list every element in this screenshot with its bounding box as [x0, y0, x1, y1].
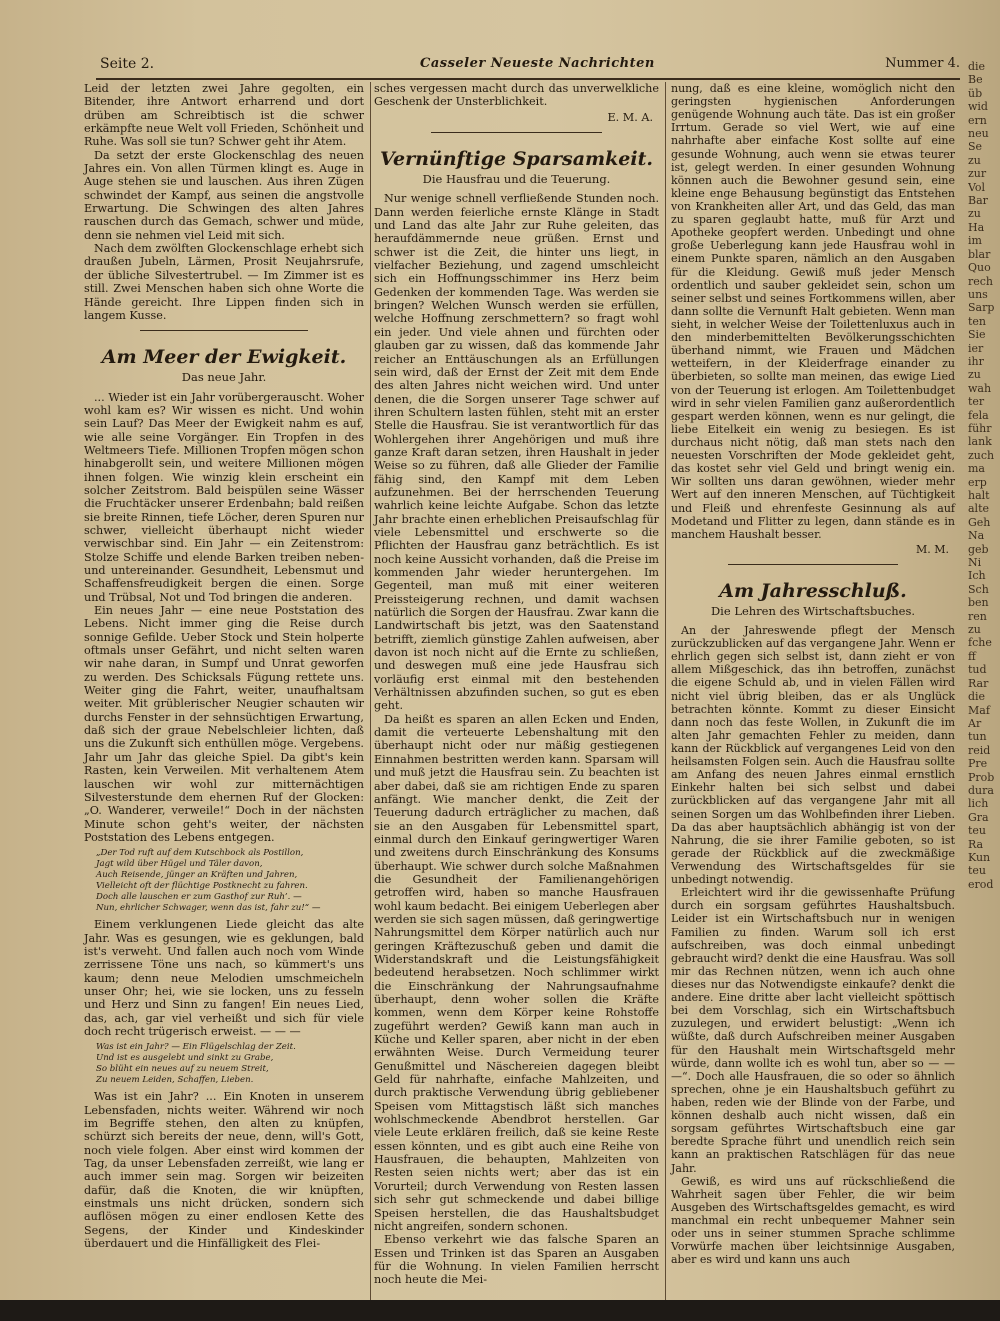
issue-number: Nummer 4. — [885, 56, 960, 71]
edge-fragment: teu — [968, 824, 987, 838]
edge-fragment: ten — [968, 314, 987, 328]
edge-fragment: fche — [968, 636, 992, 650]
edge-fragment: ter — [968, 395, 985, 409]
edge-fragment: reid — [968, 743, 991, 757]
edge-fragment: zu — [968, 153, 981, 167]
edge-fragment: üb — [968, 86, 983, 100]
poem-postillon — [96, 848, 364, 914]
poem-line: Vielleicht oft der flüchtige Postknecht zu fahren. — [96, 881, 308, 892]
edge-fragment: Pre — [968, 757, 988, 771]
edge-fragment: zuch — [968, 448, 995, 462]
column-rule-2 — [665, 82, 666, 1304]
edge-fragment: Quo — [968, 261, 991, 275]
poem-line: Und ist es ausgelebt und sinkt zu Grabe, — [96, 1053, 274, 1064]
poem-line: Doch alle lauschen er zum Gasthof zur Ruh’. — — [96, 892, 302, 903]
edge-fragment: erod — [968, 877, 994, 891]
edge-fragment: ben — [968, 596, 989, 610]
column-2 — [374, 82, 659, 1287]
edge-fragment: Geh — [968, 515, 991, 529]
col3-paragraph: An der Jahreswende pflegt der Mensch zurückzublicken auf das vergangene Jahr. Wenn er ehrlich gegen sich selbst ist, dann zieht er von allem Mißgeschick, das ihn betroffen, zunächst die eigene Schuld ab, und in vielen Fällen wird nicht viel übrig bleiben, das er als Unglück betrachten könnte. Kommt zu dieser Einsicht dann noch das feste Wollen, in Zukunft die im alten Jahr gemachten Fehler zu meiden, dann kann der Rückblick auf vergangenes Leid von den heilsamsten Folgen sein. Auch die Hausfrau sollte am Anfang des neuen Jahres einmal ernstlich Einkehr halten bei sich selbst und dabei zurückblicken auf das vergangene Jahr mit all seinen Sorgen um das Wohlbefinden ihrer Lieben. Da das aber hauptsächlich abhängig ist von der Nahrung, die sie ihrer Familie geboten, so ist gerade der Rückblick auf die zweckmäßige Verwendung des Wirtschaftsgeldes für sie unbedingt notwendig. — [671, 624, 955, 887]
edge-fragment: Ha — [968, 220, 985, 234]
edge-fragment: blar — [968, 247, 991, 261]
edge-fragment: Kun — [968, 850, 991, 864]
poem-line: Zu neuem Leiden, Schaffen, Lieben. — [96, 1075, 254, 1086]
col2-paragraph: Nur wenige schnell verfließende Stunden noch. Dann werden feierliche ernste Klänge in Stadt und Land das alte Jahr zur Ruhe geleiten, das heraufdämmernde neue grüßen. Ernst und schwer ist die Zeit, die hinter uns liegt, in vielfacher Beziehung, und zagend umschleicht sich ein Hoffnungsschimmer ins Herz beim Gedenken der kommenden Tage. Was werden sie bringen? Welchen Wunsch werden sie erfüllen, welche Hoffnung zerschmettern? so fragt wohl ein jeder. Und viele ahnen und fürchten oder glauben gar zu wissen, daß das kommende Jahr reicher an Enttäuschungen als an Erfüllungen sein wird, daß der Ernst der Zeit mit dem Ende des alten Jahres nicht weichen wird. Und unter denen, die die Sorgen unserer Tage schwer auf ihren Schultern lasten fühlen, steht mit an erster Stelle die Hausfrau. Sie ist verantwortlich für das Wohlergehen ihrer Angehörigen und muß ihre ganze Kraft daran setzen, ihren Haushalt in jeder Weise so zu führen, daß alle Glieder der Familie fähig sind, den Kampf mit dem Leben aufzunehmen. Bei der herrschenden Teuerung wahrlich keine leichte Aufgabe. Schon das letzte Jahr brachte einen erheblichen Preisaufschlag für viele Lebensmittel und erschwerte so die Pflichten der Hausfrau ganz beträchtlich. Es ist noch keine Aussicht vorhanden, daß die Preise im kommenden Jahr wieder heruntergehen. Im Gegenteil, man muß mit einer weiteren Preissteigerung rechnen, und damit wachsen natürlich die Sorgen der Hausfrau. Zwar kann die Landwirtschaft bis jetzt, was den Saatenstand betrifft, ziemlich günstige Zahlen aufweisen, aber davon ist noch nicht auf die Ernte zu schließen, und deswegen muß eine jede Hausfrau sich vorläufig erst einmal mit den bestehenden Verhältnissen abzufinden suchen, so gut es eben geht. — [374, 192, 659, 713]
edge-fragment: ff — [968, 649, 976, 663]
col3-paragraph: Erleichtert wird ihr die gewissenhafte Prüfung durch ein sorgsam geführtes Haushaltsbuch. Leider ist ein Wirtschaftsbuch nur in wenigen Familien zu finden. Warum soll ich erst aufschreiben, was doch einmal unbedingt gebraucht wird? denkt die eine Hausfrau. Was soll mir das Rechnen nützen, wenn ich auch ohne dieses nur das Notwendigste einkaufe? denkt die andere. Eine dritte aber lacht vielleicht spöttisch bei dem Vorschlag, sich ein Wirtschaftsbuch zuzulegen, und erwidert belustigt: „Wenn ich wüßte, daß durch Aufschreiben meiner Ausgaben für den Haushalt mein Wirtschaftsgeld mehr würde, dann wollte ich es wohl tun, aber so — — —“. Doch alle Hausfrauen, die so oder so ähnlich sprechen, ohne je ein Haushaltsbuch geführt zu haben, reden wie der Blinde von der Farbe, und können deshalb auch nicht wissen, daß ein sorgsam geführtes Wirtschaftsbuch eine gar beredte Sprache führt und unendlich reich sein kann an praktischen Ratschlägen für das neue Jahr. — [671, 886, 955, 1175]
col3-paragraph: Gewiß, es wird uns auf rückschließend die Wahrheit sagen über Fehler, die wir beim Ausgeben des Wirtschaftsgeldes gemacht, es wird manchmal ein recht unbequemer Mahner sein oder uns in seiner stummen Sprache schlimme Vorwürfe machen über leichtsinnige Ausgaben, aber es wird und kann uns auch — [671, 1174, 955, 1267]
page-header — [100, 52, 960, 78]
article-subheading: Die Hausfrau und die Teuerung. — [422, 172, 611, 187]
edge-fragment: zu — [968, 623, 981, 637]
column-rule-1 — [370, 82, 371, 1304]
col1-paragraph: Da setzt der erste Glockenschlag des neuen Jahres ein. Von allen Türmen klingt es. Auge in Auge stehen sie und lauschen. Aus ihren Zügen schwindet der Kampf, aus seinen die angstvolle Erwartung. Die Schwingen des alten Jahres rauschen durch das Gemach, schwer und müde, denn sie nehmen viel Leid mit sich. — [84, 148, 364, 242]
edge-fragment: Sie — [968, 328, 986, 342]
edge-fragment: lich — [968, 797, 989, 811]
poem-line: Auch Reisende, jünger an Kräften und Jahren, — [96, 870, 298, 881]
col2-paragraph: Da heißt es sparen an allen Ecken und Enden, damit die verteuerte Lebenshaltung mit den überhaupt nicht oder nur mäßig gestiegenen Einnahmen bestritten werden kann. Sparsam will und muß jetzt die Hausfrau sein. Zu beachten ist aber dabei, daß sie am richtigen Ende zu sparen anfängt. Wie mancher denkt, die Zeit der Teuerung dadurch erträglicher zu machen, daß sie an den Ausgaben für Lebensmittel spart, einmal durch den Einkauf geringwertiger Waren und zweitens durch Einschränkung des Konsums überhaupt. Wie schwer durch solche Maßnahmen die Gesundheit der Familienangehörigen getroffen wird, haben so manche Hausfrauen wohl kaum bedacht. Bei einigem Ueberlegen aber werden sie sich sagen müssen, daß geringwertige Nahrungsmittel dem Körper natürlich auch nur geringen Kräftezuschuß geben und damit die Widerstandskraft und die Leistungsfähigkeit bedeutend herabsetzen. Noch schlimmer wirkt die Einschränkung der Nahrungsaufnahme überhaupt, denn woher sollen die Kräfte kommen, wenn dem Körper keine Rohstoffe zugeführt werden? Gewiß kann man auch in Küche und Keller sparen, aber nicht in der eben erwähnten Weise. Durch Vermeidung teurer Genußmittel und Näschereien dagegen bleibt Geld für nahrhafte, einfache Mahlzeiten, und durch praktische Verwendung übrig gebliebener Speisen vom Mittagstisch läßt sich manches wohlschmeckende Abendbrot herstellen. Gar viele Leute erklären freilich, daß sie keine Reste essen könnten, und es gibt auch eine Reihe von Hausfrauen, die behaupten, Mahlzeiten von Resten seien nichts wert; aber das ist ein Vorurteil; durch Verwendung von Resten lassen sich sehr gut schmeckende und dabei billige Speisen herstellen, die das Haushaltsbudget nicht angreifen, sondern schonen. — [374, 712, 659, 1233]
article-heading-sparsamkeit: Vernünftige Sparsamkeit. — [380, 148, 653, 171]
edge-fragment: erp — [968, 475, 987, 489]
edge-fragment: Be — [968, 73, 983, 87]
separator — [431, 132, 602, 133]
col1-paragraph: Nach dem zwölften Glockenschlage erhebt sich draußen Jubeln, Lärmen, Prosit Neujahrsrufe, der übliche Silvestertrubel. — Im Zimmer ist es still. Zwei Menschen haben sich ohne Worte die Hände gereicht. Ihre Lippen finden sich in langem Kusse. — [84, 242, 364, 322]
edge-fragment: wid — [968, 100, 988, 114]
edge-fragment: Sch — [968, 582, 989, 596]
edge-fragment: die — [968, 690, 986, 704]
article-heading-jahresschluss: Am Jahresschluß. — [719, 579, 907, 602]
article-subheading: Das neue Jahr. — [181, 370, 267, 385]
col1-paragraph: Einem verklungenen Liede gleicht das alte Jahr. Was es gesungen, wie es geklungen, bald ist's verweht. Und fallen auch noch vom Winde zerrissene Töne uns nach, so kümmert's uns kaum; denn neue Melodien umschmeicheln unser Ohr; hei, wie sie locken, uns zu fesseln und Herz und Sinn zu fangen! Ein neues Lied, das, ach, gar viel verheißt und sich für viele doch recht trügerisch erweist. — — — — [84, 918, 364, 1038]
poem-line: Jagt wild über Hügel und Täler davon, — [96, 859, 263, 870]
col1-paragraph: Ein neues Jahr — eine neue Poststation des Lebens. Nicht immer ging die Reise durch sonnige Gefilde. Ueber Stock und Stein holperte oftmals unser Gefährt, und nicht selten waren wir nahe daran, in Sumpf und Unrat geworfen zu werden. Des Schicksals Fügung rettete uns. Weiter ging die Fahrt, weiter, unaufhaltsam weiter. Mit grüblerischer Neugier schauten wir durchs Fenster in der sehnsüchtigen Erwartung, daß sich der graue Nebelschleier lichten, daß uns die Zukunft sich enthüllen möge. Vergebens. Jahr um Jahr das gleiche Spiel. Da gibt's kein Rasten, kein Verweilen. Mit verhaltenem Atem lauschen wir wohl zur mitternächtigen Silvesterstunde dem ehernen Ruf der Glocken: „O. Wanderer, verweile!“ Doch in der nächsten Minute schon geht's weiter, der nächsten Poststation des Lebens entgegen. — [84, 604, 364, 844]
edge-fragment: teu — [968, 864, 987, 878]
col1-paragraph: ... Wieder ist ein Jahr vorübergerauscht. Woher wohl kam es? Wir wissen es nicht. Und wohin sein Lauf? Das Meer der Ewigkeit nahm es auf, wie alle seine Vorgänger. Ein Tropfen in des Weltmeers Tiefe. Millionen Tropfen mögen schon hinabgerollt sein, und weitere Millionen mögen ihnen folgen. Wie winzig klein erscheint ein solcher Zeitstrom. Bald beispülen seine Wässer die Fruchtäcker unserer Erdenbahn; bald reißen sie breite Rinnen, tiefe Löcher, deren Spuren nur schwer, vielleicht überhaupt nicht wieder verwischbar sind. Ein Jahr — ein Zeitenstrom: Stolze Schiffe und elende Barken treiben neben- und untereinander. Gesundheit, Lebensmut und Schaffensfreudigkeit bergen die einen. Sorge und Trübsal, Not und Tod bringen die anderen. — [84, 390, 364, 604]
next-page-edge — [968, 60, 1000, 1321]
edge-fragment: im — [968, 234, 982, 248]
edge-fragment: lank — [968, 435, 992, 449]
poem-line: Was ist ein Jahr? — Ein Flügelschlag der Zeit. — [96, 1042, 296, 1053]
edge-fragment: Ar — [968, 716, 982, 730]
edge-fragment: ern — [968, 113, 987, 127]
edge-fragment: Rar — [968, 676, 989, 690]
col3-paragraph: nung, daß es eine kleine, womöglich nicht den geringsten hygienischen Anforderungen genügende Wohnung auch täte. Das ist ein großer Irrtum. Gerade so viel Wert, wie auf eine nahrhafte aber einfache Kost sollte auf eine gesunde Wohnung, auch wenn sie etwas teurer ist, gelegt werden. In einer gesunden Wohnung können auch die Bewohner gesund sein, eine kleine enge Behausung begünstigt das Entstehen von Krankheiten aller Art, und das Geld, das man zu sparen geglaubt hatte, muß für Arzt und Apotheke geopfert werden. Unbedingt und ohne große Ueberlegung kann jede Hausfrau wohl in einem Punkte sparen, nämlich an den Ausgaben für die Kleidung. Gewiß muß jeder Mensch ordentlich und sauber gekleidet sein, schon um seiner selbst und seines Fortkommens willen, aber dann sollte die Vernunft Halt gebieten. Wenn man sieht, in welcher Weise der Toilettenluxus auch in den minderbemittelten Bevölkerungsschichten überhand nimmt, wie Frauen und Mädchen wetteifern, in der Kleiderfrage einander zu überbieten, so sollte man meinen, das ewige Lied von der Teuerung ist erlogen. Am Toilettenbudget wird in sehr vielen Familien ganz außerordentlich gespart werden können, wenn es nur gelingt, die liebe Eitelkeit ein wenig zu besiegen. Es ist durchaus nicht nötig, daß man stets nach den neuesten Vorschriften der Mode gekleidet geht, das kostet sehr viel Geld und bringt wenig ein. Wir sollten uns daran gewöhnen, wieder mehr Wert auf den inneren Menschen, auf Tüchtigkeit und Fleiß und ehrenfeste Gesinnung als auf Modetand und Flitter zu legen, dann stände es in manchem Haushalt besser. — [671, 82, 955, 541]
edge-fragment: Vol — [968, 180, 986, 194]
edge-fragment: ier — [968, 341, 984, 355]
separator — [728, 564, 898, 565]
signature: M. M. — [915, 542, 949, 556]
edge-fragment: Na — [968, 529, 985, 543]
edge-fragment: ma — [968, 462, 985, 476]
edge-fragment: rech — [968, 274, 994, 288]
edge-fragment: Prob — [968, 770, 995, 784]
poem-line: Nun, ehrlicher Schwager, wenn das ist, fahr zu!“ — — [96, 903, 321, 914]
edge-fragment: fela — [968, 408, 989, 422]
edge-fragment: Gra — [968, 810, 989, 824]
signature: E. M. A. — [607, 110, 653, 124]
page-number: Seite 2. — [100, 56, 155, 72]
edge-fragment: Ich — [968, 569, 986, 583]
scan-bottom-border — [0, 1300, 1000, 1321]
edge-fragment: Bar — [968, 194, 988, 208]
edge-fragment: ren — [968, 609, 987, 623]
separator — [140, 330, 308, 331]
article-subheading: Die Lehren des Wirtschaftsbuches. — [710, 603, 916, 618]
poem-line: So blüht ein neues auf zu neuem Streit, — [96, 1064, 269, 1075]
col1-intro: Leid der letzten zwei Jahre gegolten, ein Bitender, ihre Antwort erharrend und dort drüben am Schreibtisch ist die schwer erkämpfte neue Welt voll Frieden, Schönheit und Ruhe. Was soll sie tun? Schwer geht ihr Atem. — [84, 82, 364, 149]
edge-fragment: die — [968, 60, 986, 73]
column-1 — [84, 82, 364, 1250]
edge-fragment: halt — [968, 489, 990, 502]
edge-fragment: Se — [968, 140, 983, 154]
edge-fragment: Maf — [968, 703, 990, 717]
header-rule — [96, 78, 960, 80]
edge-fragment: zur — [968, 167, 987, 181]
edge-fragment: zu — [968, 368, 981, 382]
column-3 — [671, 82, 955, 1266]
col1-paragraph: Was ist ein Jahr? ... Ein Knoten in unserem Lebensfaden, nichts weiter. Während wir noch im Begriffe stehen, den alten zu knüpfen, schürzt sich bereits der neue, denn, will's Gott, noch viele folgen. Aber einst wird kommen der Tag, da unser Lebensfaden zerreißt, wie lang er auch immer sein mag. Sorgen wir beizeiten dafür, daß die Knoten, die wir knüpften, einstmals uns nicht drücken, sondern sich auflösen mögen zu einer endlosen Kette des Segens, der Kinder und Kindeskinder überdauert und die Hinfälligkeit des Flei- — [84, 1090, 364, 1251]
edge-fragment: alte — [968, 502, 990, 516]
article-heading-meer: Am Meer der Ewigkeit. — [101, 346, 347, 369]
edge-fragment: Sarp — [968, 301, 995, 315]
poem-line: „Der Tod ruft auf dem Kutschbock als Postillon, — [96, 848, 304, 859]
edge-fragment: zu — [968, 207, 981, 221]
masthead: Casseler Neueste Nachrichten — [420, 56, 655, 71]
edge-fragment: Ni — [968, 556, 982, 570]
edge-fragment: wah — [968, 381, 992, 395]
col2-paragraph: Ebenso verkehrt wie das falsche Sparen an Essen und Trinken ist das Sparen an Ausgaben für die Wohnung. In vielen Familien herrscht noch heute die Mei- — [374, 1233, 659, 1287]
edge-fragment: tud — [968, 663, 987, 677]
poem-jahr — [96, 1042, 364, 1086]
edge-fragment: geb — [968, 542, 989, 556]
col2-intro: sches vergessen macht durch das unverwelkliche Geschenk der Unsterblichkeit. — [374, 82, 659, 109]
edge-fragment: führ — [968, 421, 992, 435]
edge-fragment: dura — [968, 783, 994, 797]
edge-fragment: tun — [968, 730, 987, 744]
edge-fragment: ihr — [968, 354, 984, 368]
edge-fragment: Ra — [968, 837, 984, 851]
edge-fragment: neu — [968, 127, 989, 141]
edge-fragment: uns — [968, 287, 988, 301]
